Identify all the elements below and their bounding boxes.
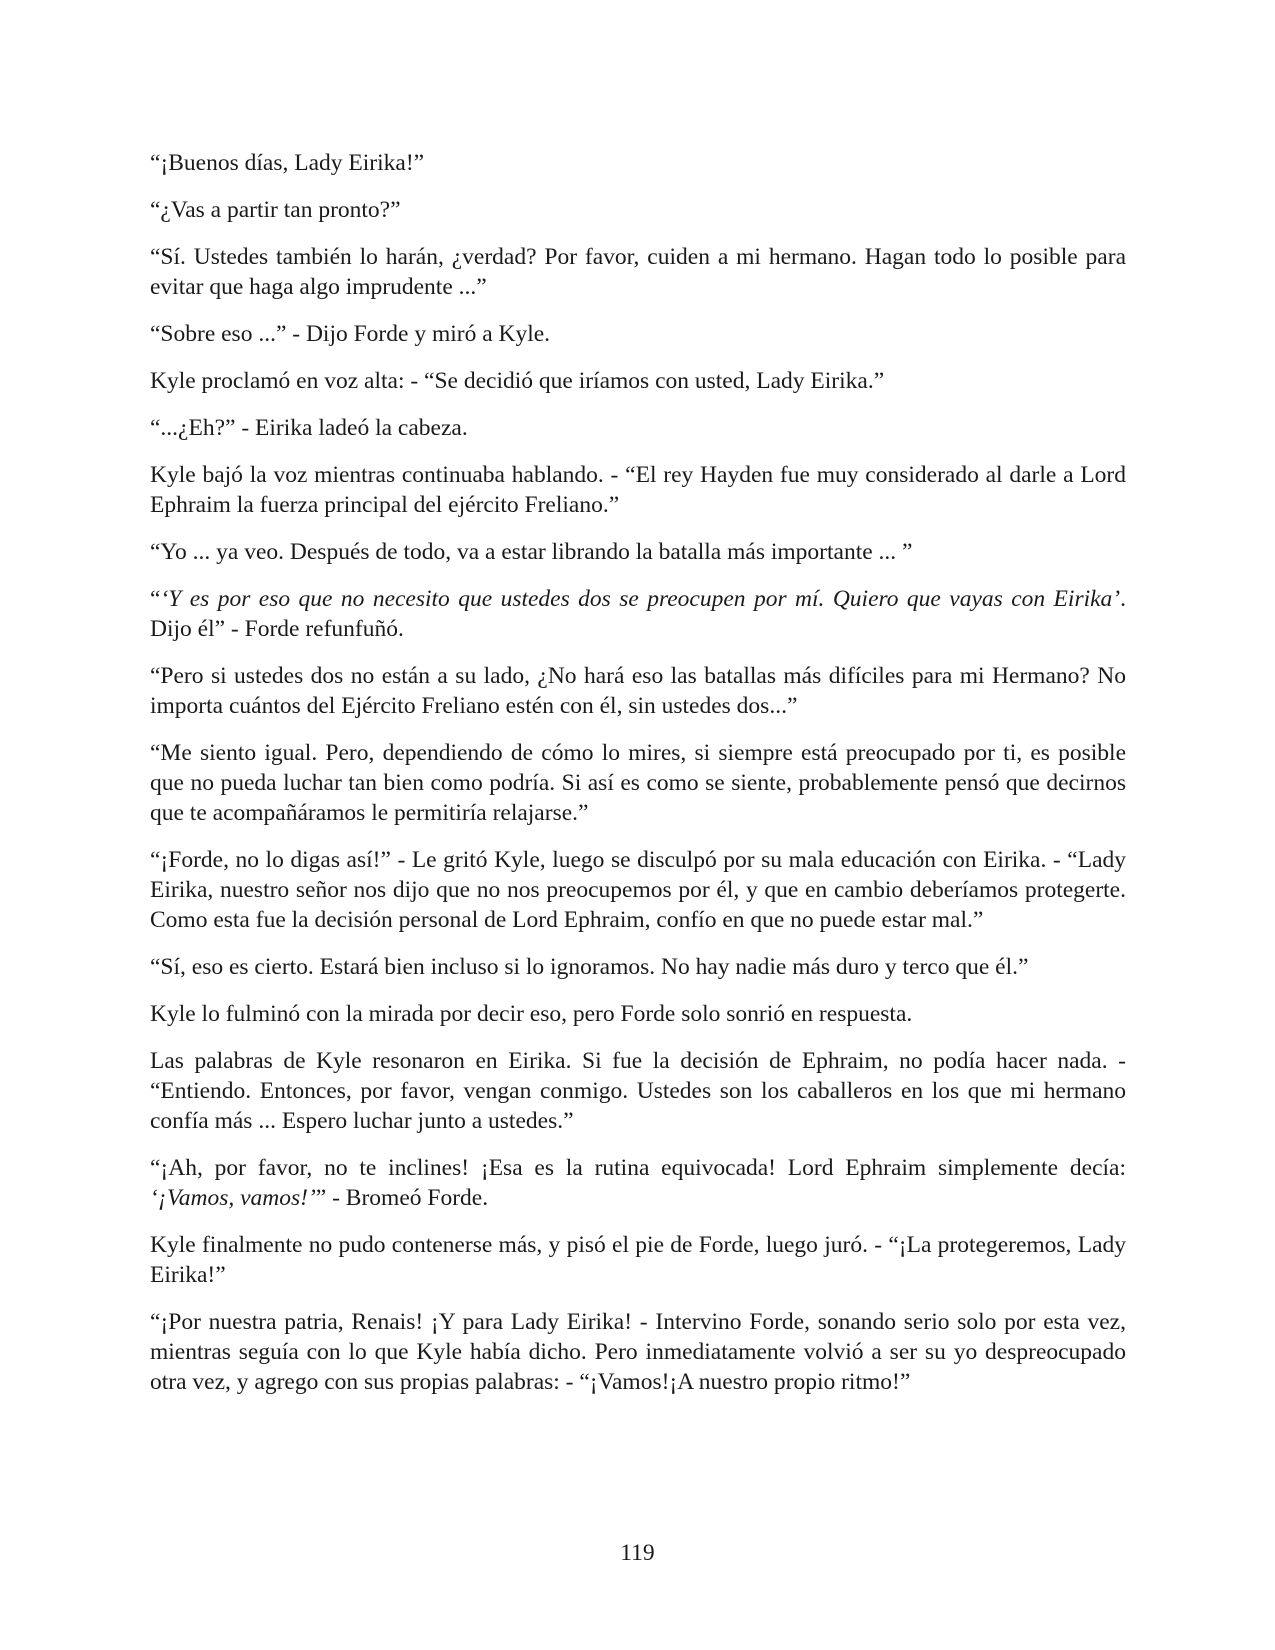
paragraph: [150, 460, 1126, 520]
text-segment: . Dijo él” - Forde refunfuñó.: [150, 586, 1126, 642]
paragraph: [150, 537, 1126, 567]
text-segment: Kyle finalmente no pudo contenerse más, y pisó el pie de Forde, luego juró. - “¡La protegeremos, Lady Eirika!”: [150, 1232, 1126, 1288]
text-segment: “Me siento igual. Pero, dependiendo de cómo lo mires, si siempre está preocupado por ti, es posible que no pueda luchar tan bien como podría. Si así es como se siente, probablemente pensó que decirnos que te acompañáramos le permitiría relajarse.”: [150, 740, 1126, 826]
text-segment: “¿Vas a partir tan pronto?”: [150, 197, 401, 223]
paragraph: [150, 1153, 1126, 1213]
text-segment: “¡Buenos días, Lady Eirika!”: [150, 150, 425, 176]
text-segment: ” - Bromeó Forde.: [315, 1185, 489, 1211]
page-number: 119: [620, 1540, 655, 1566]
paragraph: [150, 1307, 1126, 1397]
paragraph: [150, 845, 1126, 935]
text-segment: “Pero si ustedes dos no están a su lado, ¿No hará eso las batallas más difíciles para mi Hermano? No importa cuántos del Ejército Freliano estén con él, sin ustedes dos...”: [150, 663, 1126, 719]
paragraph: [150, 952, 1126, 982]
paragraph: [150, 242, 1126, 302]
paragraph: [150, 999, 1126, 1029]
paragraph: [150, 1046, 1126, 1136]
paragraph: [150, 366, 1126, 396]
text-segment: “¡Por nuestra patria, Renais! ¡Y para Lady Eirika! - Intervino Forde, sonando serio solo por esta vez, mientras seguía con lo que Kyle había dicho. Pero inmediatamente volvió a ser su yo despreocupado otra vez, y agrego con sus propias palabras: - “¡Vamos!¡A nuestro propio ritmo!”: [150, 1309, 1126, 1395]
text-segment: “Sí. Ustedes también lo harán, ¿verdad? Por favor, cuiden a mi hermano. Hagan todo lo posible para evitar que haga algo imprudente ...”: [150, 244, 1126, 300]
italic-quote: ‘¡Vamos, vamos!’: [150, 1185, 316, 1211]
text-segment: “¡Forde, no lo digas así!” - Le gritó Kyle, luego se disculpó por su mala educación con Eirika. - “Lady Eirika, nuestro señor nos dijo que no nos preocupemos por él, y que en cambio deberíamos protegerte. Como esta fue la decisión personal de Lord Ephraim, confío en que no puede estar mal.”: [150, 847, 1126, 933]
text-segment: “Sí, eso es cierto. Estará bien incluso si lo ignoramos. No hay nadie más duro y terco que él.”: [150, 954, 1029, 980]
text-segment: Kyle proclamó en voz alta: - “Se decidió que iríamos con usted, Lady Eirika.”: [150, 368, 885, 394]
text-segment: “: [150, 586, 161, 612]
text-segment: “¡Ah, por favor, no te inclines! ¡Esa es la rutina equivocada! Lord Ephraim simplemente decía:: [150, 1155, 1126, 1181]
text-segment: Kyle lo fulminó con la mirada por decir eso, pero Forde solo sonrió en respuesta.: [150, 1001, 913, 1027]
paragraph: [150, 195, 1126, 225]
italic-quote: ‘Y es por eso que no necesito que ustedes dos se preocupen por mí. Quiero que vayas con Eirika’: [160, 586, 1121, 612]
paragraph: [150, 738, 1126, 828]
paragraph: [150, 661, 1126, 721]
paragraph: [150, 584, 1126, 644]
paragraph: [150, 1230, 1126, 1290]
paragraph: [150, 319, 1126, 349]
text-segment: “Sobre eso ...” - Dijo Forde y miró a Kyle.: [150, 321, 551, 347]
paragraph: [150, 413, 1126, 443]
text-segment: “...¿Eh?” - Eirika ladeó la cabeza.: [150, 415, 468, 441]
text-segment: Kyle bajó la voz mientras continuaba hablando. - “El rey Hayden fue muy considerado al darle a Lord Ephraim la fuerza principal del ejército Freliano.”: [150, 462, 1126, 518]
text-segment: Las palabras de Kyle resonaron en Eirika. Si fue la decisión de Ephraim, no podía hacer nada. - “Entiendo. Entonces, por favor, vengan conmigo. Ustedes son los caballeros en los que mi hermano confía más ... Espero luchar junto a ustedes.”: [150, 1048, 1126, 1134]
text-segment: “Yo ... ya veo. Después de todo, va a estar librando la batalla más importante ... ”: [150, 539, 913, 565]
body-text: [150, 148, 1126, 1414]
paragraph: [150, 148, 1126, 178]
